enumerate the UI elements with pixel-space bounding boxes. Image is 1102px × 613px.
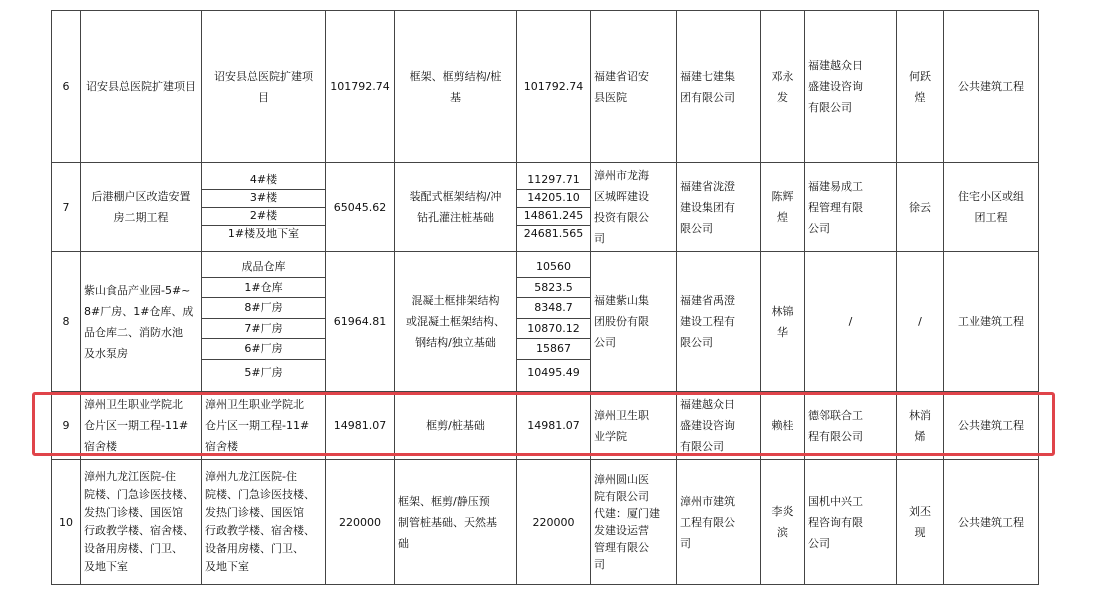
table-row-highlighted <box>52 392 1039 460</box>
building-list <box>202 252 326 392</box>
row-number: 9 <box>52 392 81 460</box>
supervision-unit: 国机中兴工 程咨询有限 公司 <box>805 460 897 585</box>
project-name: 后港棚户区改造安置 房二期工程 <box>81 163 202 252</box>
project-name: 漳州卫生职业学院北 仓片区一期工程-11# 宿舍楼 <box>81 392 202 460</box>
construction-unit: 福建七建集 团有限公司 <box>677 11 761 163</box>
sub-area: 10870.12 <box>517 318 590 339</box>
sub-area: 24681.565 <box>523 227 584 240</box>
building-item: 8#厂房 <box>202 298 325 319</box>
sub-item: 诏安县总医院扩建项 目 <box>202 11 326 163</box>
structure-type: 混凝土框排架结构 或混凝土框架结构、 钢结构/独立基础 <box>395 252 517 392</box>
row-number: 6 <box>52 11 81 163</box>
chief-supervisor: 林消 烯 <box>897 392 944 460</box>
supervision-unit: / <box>805 252 897 392</box>
project-manager: 李炎 滨 <box>761 460 805 585</box>
sub-area: 8348.7 <box>517 298 590 319</box>
chief-supervisor: 徐云 <box>897 163 944 252</box>
sub-area: 101792.74 <box>517 11 591 163</box>
project-category: 工业建筑工程 <box>944 252 1039 392</box>
building-item: 3#楼 <box>202 189 325 207</box>
chief-supervisor: 刘丕 现 <box>897 460 944 585</box>
sub-area: 15867 <box>517 339 590 360</box>
owner-unit: 漳州市龙海 区城晖建设 投资有限公 司 <box>591 163 677 252</box>
table-row <box>52 163 1039 252</box>
row-number: 10 <box>52 460 81 585</box>
structure-type: 框架、框剪结构/桩 基 <box>395 11 517 163</box>
supervision-unit: 福建越众日 盛建设咨询 有限公司 <box>805 11 897 163</box>
project-category: 公共建筑工程 <box>944 460 1039 585</box>
project-name: 诏安县总医院扩建项目 <box>81 11 202 163</box>
supervision-unit: 德邻联合工 程有限公司 <box>805 392 897 460</box>
sub-area: 14861.245 <box>517 207 590 225</box>
building-item: 5#厂房 <box>244 365 283 379</box>
total-area: 14981.07 <box>326 392 395 460</box>
project-table <box>51 10 1039 585</box>
building-item: 成品仓库 <box>202 257 325 277</box>
project-manager: 邓永 发 <box>761 11 805 163</box>
sub-area: 5823.5 <box>517 277 590 298</box>
sub-area: 220000 <box>517 460 591 585</box>
structure-type: 装配式框架结构/冲 钻孔灌注桩基础 <box>395 163 517 252</box>
building-item: 2#楼 <box>202 207 325 225</box>
project-category: 公共建筑工程 <box>944 11 1039 163</box>
owner-unit: 漳州卫生职 业学院 <box>591 392 677 460</box>
row-number: 8 <box>52 252 81 392</box>
total-area: 220000 <box>326 460 395 585</box>
sub-area: 10560 <box>517 257 590 277</box>
table-row <box>52 252 1039 392</box>
building-item: 7#厂房 <box>202 318 325 339</box>
building-item: 1#楼及地下室 <box>227 227 300 240</box>
project-category: 住宅小区或组 团工程 <box>944 163 1039 252</box>
structure-type: 框架、框剪/静压预 制管桩基础、天然基 础 <box>395 460 517 585</box>
structure-type: 框剪/桩基础 <box>395 392 517 460</box>
sub-area: 11297.71 <box>517 172 590 190</box>
owner-unit: 福建紫山集 团股份有限 公司 <box>591 252 677 392</box>
building-item: 1#仓库 <box>202 277 325 298</box>
total-area: 65045.62 <box>326 163 395 252</box>
project-manager: 陈辉 煌 <box>761 163 805 252</box>
sub-area: 14981.07 <box>517 392 591 460</box>
sub-area-list <box>517 163 591 252</box>
sub-item: 漳州九龙江医院-住 院楼、门急诊医技楼、 发热门诊楼、国医馆 行政教学楼、宿舍楼、 设备用房楼、门卫、 及地下室 <box>202 460 326 585</box>
supervision-unit: 福建易成工 程管理有限 公司 <box>805 163 897 252</box>
total-area: 61964.81 <box>326 252 395 392</box>
construction-unit: 福建省泷澄 建设集团有 限公司 <box>677 163 761 252</box>
building-item: 6#厂房 <box>202 339 325 360</box>
row-number: 7 <box>52 163 81 252</box>
building-item: 4#楼 <box>202 172 325 190</box>
construction-unit: 福建省禹澄 建设工程有 限公司 <box>677 252 761 392</box>
chief-supervisor: 何跃 煌 <box>897 11 944 163</box>
building-list <box>202 163 326 252</box>
table-row <box>52 460 1039 585</box>
total-area: 101792.74 <box>326 11 395 163</box>
project-name: 漳州九龙江医院-住 院楼、门急诊医技楼、 发热门诊楼、国医馆 行政教学楼、宿舍楼、 设备用房楼、门卫、 及地下室 <box>81 460 202 585</box>
construction-unit: 福建越众日 盛建设咨询 有限公司 <box>677 392 761 460</box>
project-name: 紫山食品产业园-5#~ 8#厂房、1#仓库、成 品仓库二、消防水池 及水泵房 <box>81 252 202 392</box>
project-manager: 林锦 华 <box>761 252 805 392</box>
chief-supervisor: / <box>897 252 944 392</box>
sub-area: 10495.49 <box>527 365 580 379</box>
sub-area-list <box>517 252 591 392</box>
construction-unit: 漳州市建筑 工程有限公 司 <box>677 460 761 585</box>
sub-area: 14205.10 <box>517 189 590 207</box>
project-category: 公共建筑工程 <box>944 392 1039 460</box>
table-row <box>52 11 1039 163</box>
sub-item: 漳州卫生职业学院北 仓片区一期工程-11# 宿舍楼 <box>202 392 326 460</box>
owner-unit: 漳州圆山医 院有限公司 代建：厦门建 发建设运营 管理有限公 司 <box>591 460 677 585</box>
owner-unit: 福建省诏安 县医院 <box>591 11 677 163</box>
project-manager: 赖桂 <box>761 392 805 460</box>
